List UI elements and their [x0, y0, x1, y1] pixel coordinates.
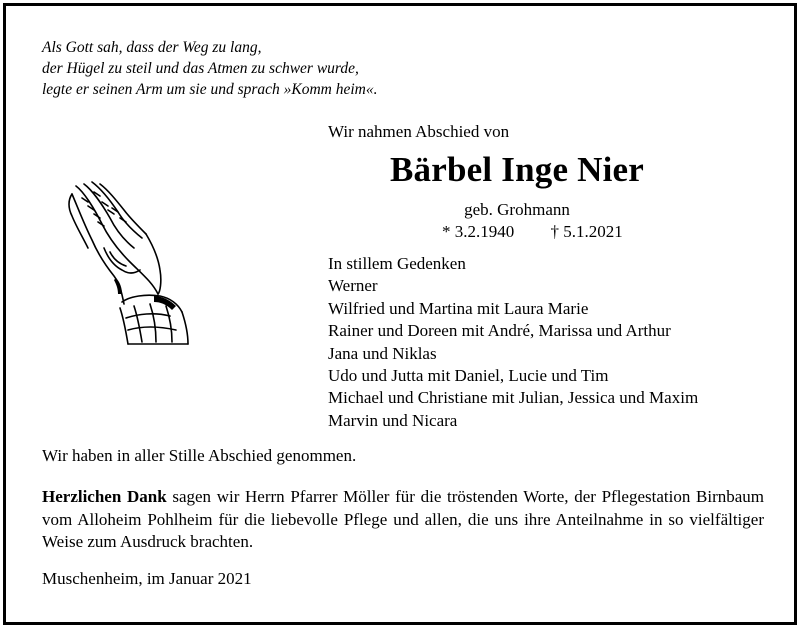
deceased-name: Bärbel Inge Nier — [390, 150, 644, 189]
poem — [42, 37, 378, 100]
praying-hands-icon — [54, 178, 199, 348]
poem-line: legte er seinen Arm um sie und sprach »Komm heim«. — [42, 81, 378, 98]
mourner-line: Rainer und Doreen mit André, Marissa und Arthur — [328, 321, 671, 341]
thanks-text: sagen wir Herrn Pfarrer Möller für die tröstenden Worte, der Pflegestation Birnbaum vom Alloheim Pohlheim für die liebevolle Pflege und allen, die uns ihre Anteilnahme in so vielfältiger Weise zum Ausdruck brachten. — [42, 487, 765, 551]
obituary-notice — [3, 3, 797, 625]
mourners-heading: In stillem Gedenken — [328, 254, 466, 273]
thanks-paragraph — [42, 486, 764, 554]
death-date: † 5.1.2021 — [550, 222, 623, 241]
mourner-line: Jana und Niklas — [328, 343, 437, 363]
birth-date: * 3.2.1940 — [442, 222, 515, 241]
mourner-line: Wilfried und Martina mit Laura Marie — [328, 298, 589, 318]
life-dates — [442, 222, 623, 242]
mourner-line: Udo und Jutta mit Daniel, Lucie und Tim — [328, 366, 609, 386]
mourners-list — [328, 253, 698, 432]
place-date: Muschenheim, im Januar 2021 — [42, 569, 252, 588]
mourner-line: Werner — [328, 276, 378, 296]
mourner-line: Marvin und Nicara — [328, 410, 458, 430]
mourner-line: Michael und Christiane mit Julian, Jessica und Maxim — [328, 388, 699, 408]
maiden-name: geb. Grohmann — [464, 200, 570, 219]
intro-text: Wir nahmen Abschied von — [328, 122, 510, 141]
thanks-heading: Herzlichen Dank — [42, 487, 167, 506]
poem-line: der Hügel zu steil und das Atmen zu schwer wurde, — [42, 60, 359, 77]
farewell-note: Wir haben in aller Stille Abschied genommen. — [42, 446, 357, 465]
poem-line: Als Gott sah, dass der Weg zu lang, — [42, 39, 262, 56]
